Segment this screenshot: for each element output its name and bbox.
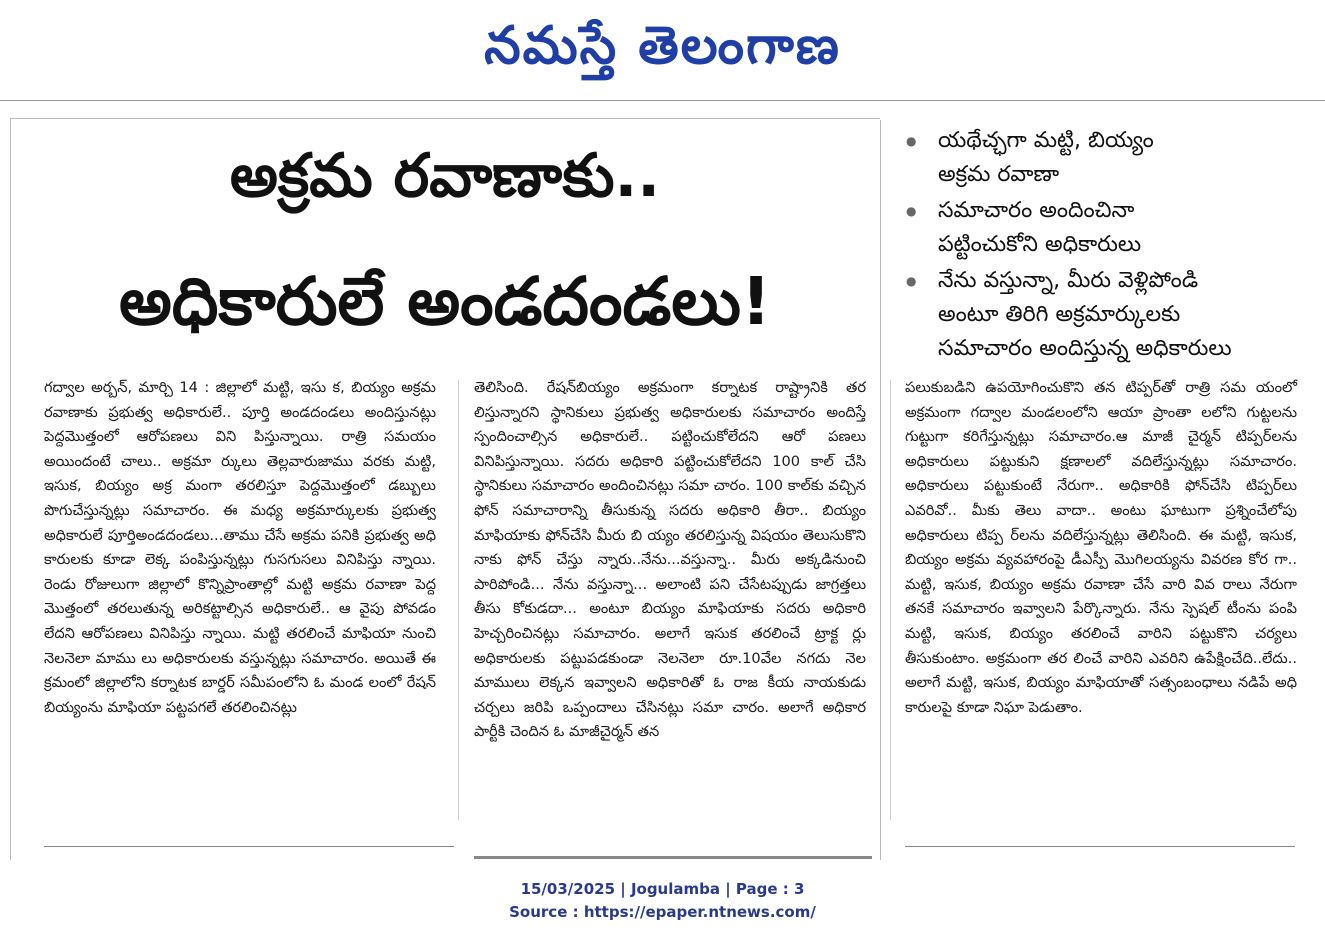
article-right-divider	[880, 120, 881, 860]
highlight-line: ● నేను వస్తున్నా, మీరు వెళ్లిపోండి	[938, 268, 1199, 293]
highlight-line: ● సమాచారం అందించినా	[938, 198, 1135, 223]
column-divider-2	[890, 380, 891, 820]
bottom-rule-right	[905, 846, 1295, 847]
left-border	[10, 118, 11, 860]
masthead-logo: నమస్తే తెలంగాణ	[484, 16, 841, 76]
highlight-item	[900, 194, 1310, 262]
footer-date-edition: 15/03/2025 | Jogulamba | Page : 3	[520, 880, 805, 898]
bottom-rule-middle	[474, 856, 872, 859]
highlight-item	[900, 124, 1310, 192]
highlights-list	[900, 124, 1310, 368]
article-column-3: పలుకుబడిని ఉపయోగించుకొని తన టిప్పర్‌తో రాత్రి సమ యంలో అక్రమంగా గద్వాల మండలంలోని ఆయా ప్రాంతా లలోని గుట్టలను గుట్టుగా కరిగేస్తున్నట్లు సమాచారం.ఆ మాజీ చైర్మన్ టిప్పర్‌లను అధికారులు పట్టుకుని క్షణాలలో వదిలేస్తున్నట్లు సమాచారం. అధికారులు పట్టుకుంటే నేరుగా.. అధికారికి ఫోన్‌చేసి టిప్పర్‌లు ఎవరివో.. మీకు తెలు వాదా.. అంటు ఘాటుగా ప్రశ్నించేలోపు అధికారులు టిప్ప ర్‌లను వదిలేస్తున్నట్లు తెలిసింది. ఈ మట్టి, ఇసుక, బియ్యం అక్రమ వ్యవహారంపై డీఎస్పీ మొగిలయ్యను వివరణ కోర గా.. మట్టి, ఇసుక, బియ్యం అక్రమ రవాణా చేసే వారి వివ రాలు నేరుగా తనకే సమాచారం ఇవ్వాలని పేర్కొన్నారు. నేను స్పెషల్ టీంను పంపి మట్టి, ఇసుక, బియ్యం తరలించే వారిని పట్టుకొని చర్యలు తీసుకుంటాం. అక్రమంగా తర లించే వారిని ఎవరిని ఉపేక్షించేది..లేదు.. అలాగే మట్టి, ఇసుక, బియ్యం మాఫియాతో సత్సంబంధాలు నడిపే అధి కారులపై కూడా నిఘా పెడుతాం.	[905, 379, 1297, 716]
highlight-line: అంటూ తిరిగి అక్రమార్కులకు	[938, 302, 1181, 327]
footer-source: Source : https://epaper.ntnews.com/	[509, 903, 816, 921]
headline-line-2: అధికారులే అండదండలు!	[118, 263, 772, 340]
article-column-2: తెలిసింది. రేషన్‌బియ్యం అక్రమంగా కర్నాటక రాష్ట్రానికి తర లిస్తున్నారని స్థానికులు ప్రభుత్వ అధికారులకు సమాచారం అందిస్తే స్పందించాల్సిన అధికారులే.. పట్టించుకోలేదని ఆరో పణలు వినిపిస్తున్నాయి. సదరు అధికారి పట్టించుకోలేదని 100 కాల్ చేసి స్థానికులు సమాచారం అందించినట్లు సమా చారం. 100 కాల్‌కు వచ్చిన ఫోన్ సమాచారాన్ని తీసుకున్న సదరు అధికారి తీరా.. బియ్యం మాఫియాకు ఫోన్‌చేసి మీరు బి య్యం తరలిస్తున్న విషయం తెలుసుకొని నాకు ఫోన్ చేస్తు న్నారు..నేను...వస్తున్నా.. మీరు అక్కడినుంచి పారిపోండి... నేను వస్తున్నా... అలాంటి పని చేసేటప్పుడు జాగ్రత్తలు తీసు కోకుడదా... అంటూ బియ్యం మాఫియాకు సదరు అధికారి హెచ్చరించినట్లు సమాచారం. అలాగే ఇసుక తరలించే ట్రాక్ట ర్లు అధికారులకు పట్టుపడకుండా నెలనెలా రూ.10వేల నగదు నెల మాములు లెక్కన ఇవ్వాలని అధికారితో ఓ రాజ కీయ నాయకుడు చర్చలు జరిపి ఒప్పందాలు చేసినట్లు సమా చారం. అలాగే అధికార పార్టీకి చెందిన ఓ మాజీచైర్మన్ తన	[474, 379, 866, 741]
highlight-line: పట్టించుకోని అధికారులు	[938, 232, 1142, 257]
top-rule	[0, 100, 1325, 101]
column-divider-1	[458, 380, 459, 820]
article-top-border	[10, 118, 880, 119]
highlight-item	[900, 264, 1310, 366]
article-column-1: గద్వాల అర్బన్, మార్చి 14 : జిల్లాలో మట్టి, ఇసు క, బియ్యం అక్రమ రవాణాకు ప్రభుత్వ అధికారులే.. పూర్తి అండదండలు అందిస్తునట్లు పెద్దమొత్తంలో ఆరోపణలు విని పిస్తున్నాయి. రాత్రి సమయం అయిందంటే చాలు.. అక్రమా ర్కులు తెల్లవారుజాము వరకు మట్టి, ఇసుక, బియ్యం అక్ర మంగా తరలిస్తూ పెద్దమొత్తంలో డబ్బులు పొగుచేస్తున్నట్లు సమాచారం. ఈ మధ్య అక్రమార్కులకు ప్రభుత్వ అధికారులే పూర్తిఅండదండలు...తాము చేసే అక్రమ పనికి ప్రభుత్వ అధి కారులకు కూడా లెక్క పంపిస్తున్నట్లు గుసగుసలు వినిపిస్తు న్నాయి. రెండు రోజులుగా జిల్లాలో కొన్నిప్రాంతాల్లో మట్టి అక్రమ రవాణా పెద్ద మొత్తంలో తరలుతున్న అరికట్టాల్సిన అధికారులే.. ఆ వైపు పోవడం లేదని ఆరోపణలు వినిపిస్తు న్నాయి. మట్టి తరలించే మాఫియా నుంచి నెలనెలా మాము లు అధికారులకు వస్తున్నట్లు సమాచారం. అయితే ఈ క్రమంలో జిల్లాలోని కర్నాటక బార్డర్ సమీపంలోని ఓ మండ లంలో రేషన్ బియ్యంను మాఫియా పట్టపగలే తరలించినట్లు	[44, 379, 436, 716]
highlight-line: సమాచారం అందిస్తున్న అధికారులు	[938, 336, 1232, 361]
highlight-line: అక్రమ రవాణా	[938, 162, 1060, 187]
highlight-line: ● యథేచ్ఛగా మట్టి, బియ్యం	[938, 128, 1154, 153]
bottom-rule-left	[44, 846, 454, 847]
headline-line-1: అక్రమ రవాణాకు..	[229, 141, 661, 211]
